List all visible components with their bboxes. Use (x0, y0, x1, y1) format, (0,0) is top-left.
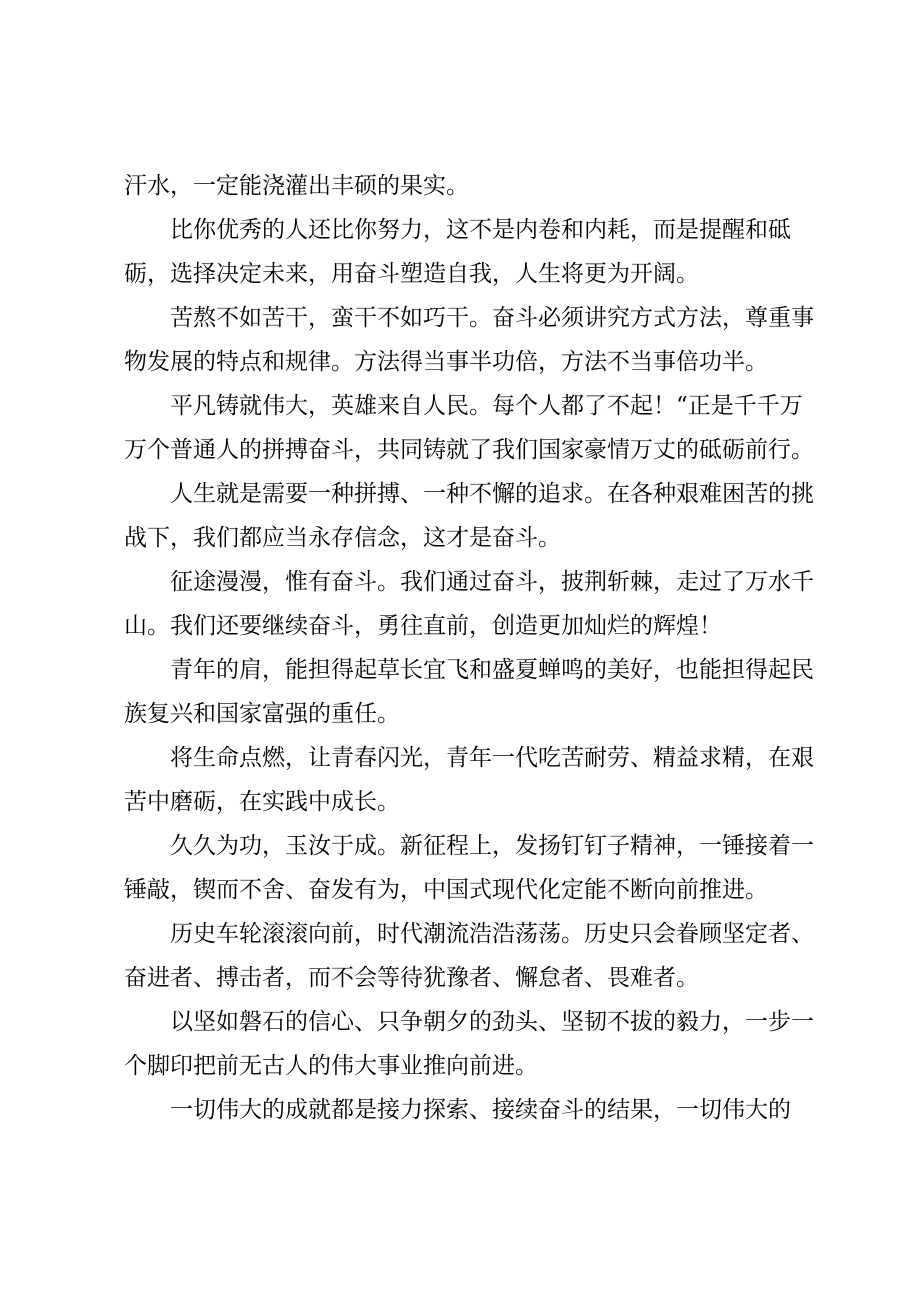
paragraph-12: 一切伟大的成就都是接力探索、接续奋斗的结果，一切伟大的 (170, 1097, 791, 1123)
paragraph-1: 汗水，一定能浇灌出丰硕的果实。 (124, 173, 469, 199)
paragraph-3: 苦熬不如苦干，蛮干不如巧干。奋斗必须讲究方式方法，尊重事物发展的特点和规律。方法得当事半功倍，方法不当事倍功半。 (124, 305, 814, 375)
paragraph-7: 青年的肩，能担得起草长宜飞和盛夏蝉鸣的美好，也能担得起民族复兴和国家富强的重任。 (124, 657, 814, 727)
paragraph-4: 平凡铸就伟大，英雄来自人民。每个人都了不起！“正是千千万万个普通人的拼搏奋斗，共同铸就了我们国家豪情万丈的砥砺前行。 (124, 393, 814, 463)
paragraph-11: 以坚如磐石的信心、只争朝夕的劲头、坚韧不拔的毅力，一步一个脚印把前无古人的伟大事业推向前进。 (124, 1009, 814, 1079)
paragraph-2: 比你优秀的人还比你努力，这不是内卷和内耗，而是提醒和砥砺，选择决定未来，用奋斗塑造自我，人生将更为开阔。 (124, 217, 791, 287)
paragraph-9: 久久为功，玉汝于成。新征程上，发扬钉钉子精神，一锤接着一锤敲，锲而不舍、奋发有为，中国式现代化定能不断向前推进。 (124, 833, 814, 903)
paragraph-10: 历史车轮滚滚向前，时代潮流浩浩荡荡。历史只会眷顾坚定者、奋进者、搏击者，而不会等待犹豫者、懈怠者、畏难者。 (124, 921, 814, 991)
paragraph-6: 征途漫漫，惟有奋斗。我们通过奋斗，披荆斩棘，走过了万水千山。我们还要继续奋斗，勇往直前，创造更加灿烂的辉煌！ (124, 569, 814, 639)
document-body (124, 164, 824, 1132)
paragraph-5: 人生就是需要一种拼搏、一种不懈的追求。在各种艰难困苦的挑战下，我们都应当永存信念，这才是奋斗。 (124, 481, 814, 551)
paragraph-8: 将生命点燃，让青春闪光，青年一代吃苦耐劳、精益求精，在艰苦中磨砺，在实践中成长。 (124, 745, 814, 815)
